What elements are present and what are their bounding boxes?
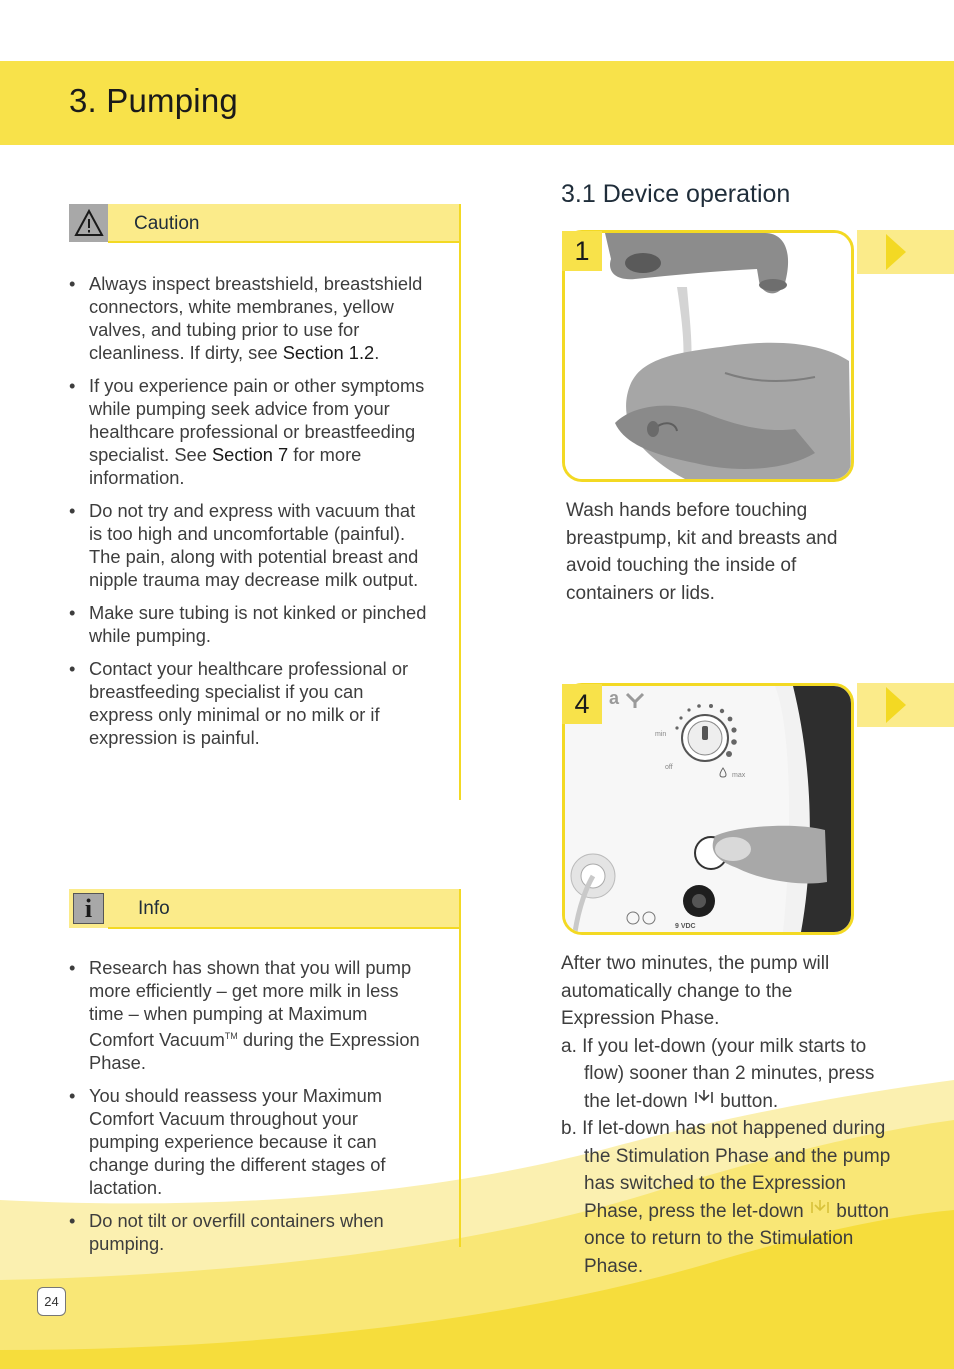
svg-text:min: min xyxy=(655,731,667,738)
caution-right-rule xyxy=(459,204,461,800)
step1-number: 1 xyxy=(562,231,602,271)
info-list xyxy=(69,956,429,1265)
caution-item: • If you experience pain or other symptoms while pumping seek advice from your healthcare professional or breastfeeding specialist. See Section 7 for more information. xyxy=(69,374,429,489)
step4-item-b: b. If let-down has not happened during the Stimulation Phase and the pump has switched to the Expression Phase, press the let-down button once to return to the Stimulation Phase. xyxy=(561,1118,891,1277)
caution-header-rule xyxy=(108,241,461,243)
warning-icon xyxy=(74,208,104,238)
caution-item: • Do not try and express with vacuum that is too high and uncomfortable (painful). The pain, along with potential breast and nipple trauma may decrease milk output. xyxy=(69,499,429,591)
svg-text:off: off xyxy=(665,764,673,771)
svg-text:max: max xyxy=(732,772,746,779)
svg-text:9 VDC: 9 VDC xyxy=(675,923,696,930)
next-arrow-icon xyxy=(886,234,906,270)
let-down-icon xyxy=(809,1199,831,1219)
info-item: • You should reassess your Maximum Comfort Vacuum throughout your pumping experience because it can change during the different stages of lactation. xyxy=(69,1084,429,1199)
step4-photo xyxy=(562,683,854,935)
caution-item: • Contact your healthcare professional or breastfeeding specialist if you can express only minimal or no milk or if expression is painful. xyxy=(69,657,429,749)
info-item: • Research has shown that you will pump more efficiently – get more milk in less time – when pumping at Maximum Comfort Vacuum™ during the Expression Phase. xyxy=(69,956,429,1074)
page-title: 3. Pumping xyxy=(69,82,238,119)
section-heading: 3.1 Device operation xyxy=(561,180,791,208)
next-arrow-icon xyxy=(886,687,906,723)
page-number: 24 xyxy=(37,1287,66,1316)
step1-text: Wash hands before touching breastpump, kit and breasts and avoid touching the inside of containers or lids. xyxy=(566,500,838,604)
hand-washing-illustration xyxy=(565,233,851,479)
caution-list xyxy=(69,272,429,759)
let-down-icon xyxy=(693,1089,715,1109)
info-icon: i xyxy=(73,893,104,924)
svg-text:a: a xyxy=(609,688,620,708)
step4-intro: After two minutes, the pump will automatically change to the Expression Phase. xyxy=(561,953,830,1029)
caution-item: • Always inspect breastshield, breastshield connectors, white membranes, yellow valves, and tubing prior to use for cleanliness. If dirty, see Section 1.2. xyxy=(69,272,429,364)
step4-number: 4 xyxy=(562,684,602,724)
info-header xyxy=(69,889,461,928)
info-item: • Do not tilt or overfill containers when pumping. xyxy=(69,1209,429,1255)
step4-text xyxy=(561,950,906,1280)
caution-label: Caution xyxy=(134,213,200,234)
info-label: Info xyxy=(138,898,170,919)
caution-header xyxy=(69,204,461,242)
step4-item-a: a. If you let-down (your milk starts to flow) sooner than 2 minutes, press the let-down button. xyxy=(561,1035,875,1112)
step1-photo xyxy=(562,230,854,482)
info-header-rule xyxy=(108,927,461,929)
caution-item: • Make sure tubing is not kinked or pinched while pumping. xyxy=(69,601,429,647)
pump-control-panel-illustration xyxy=(565,686,851,932)
info-right-rule xyxy=(459,889,461,1247)
